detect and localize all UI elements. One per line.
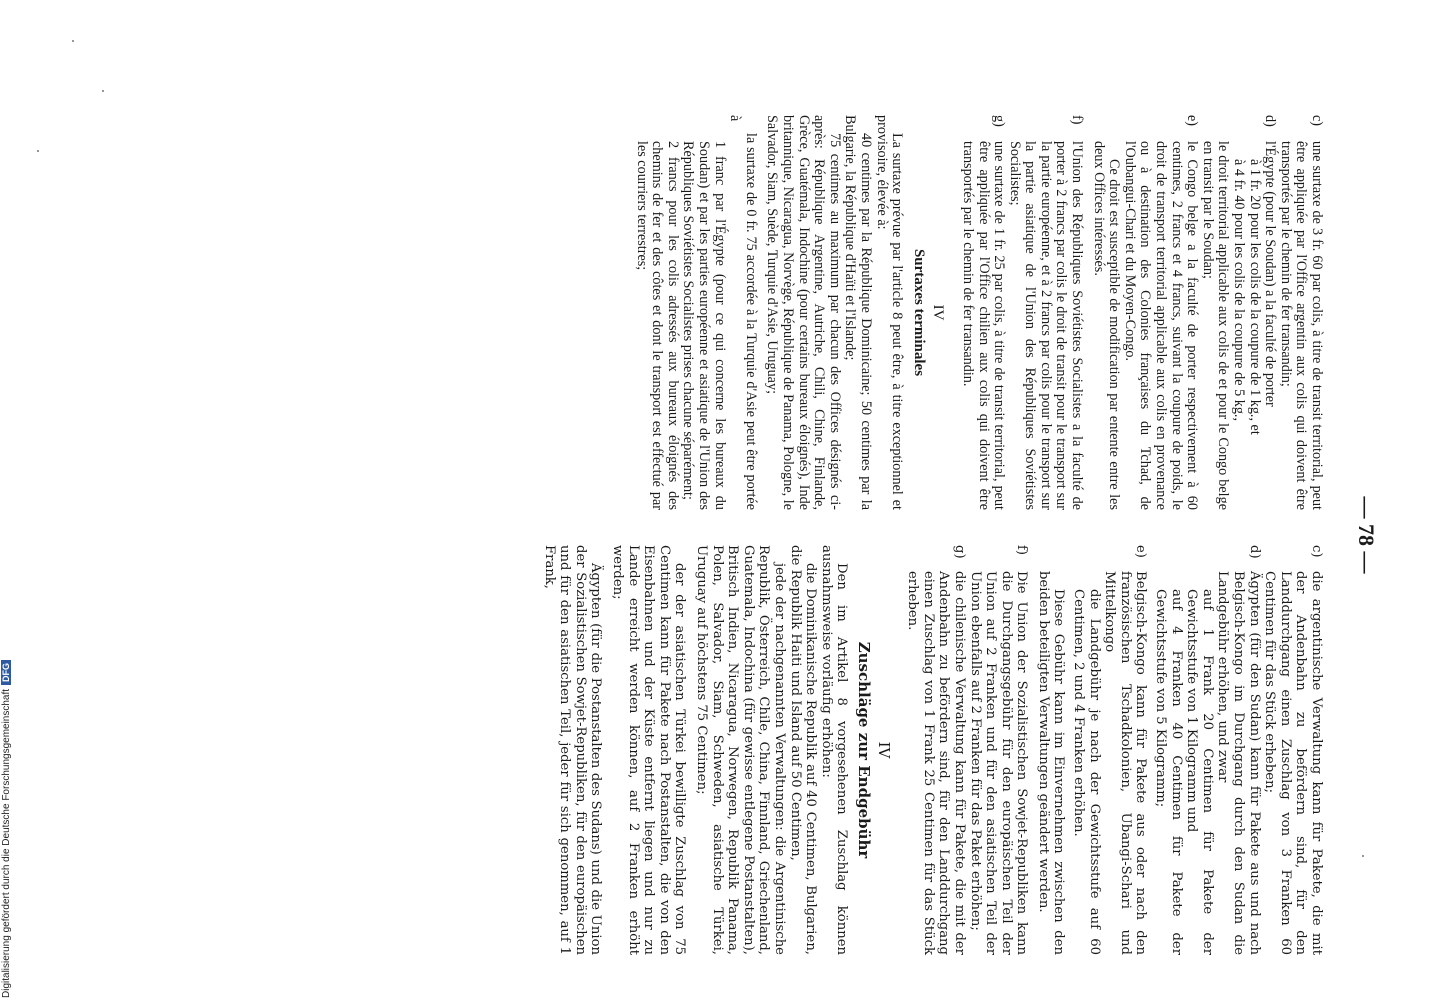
scan-speck [72,40,74,42]
paragraph: Ägypten (für die Postanstalten des Sudans) und die Union der Sozialistischen Sowjet-Republiken, für den europäischen und für den asiatischen Teil, jeder für sich genommen, auf 1 Frank, [541,545,604,955]
paragraph: 2 francs pour les colis adressés aux bureaux éloignés des chemins de fer et des côtes et dont le transport est effectué par les courriers terrestres; [633,141,681,510]
page-number: — 78 — [1354,496,1379,574]
scan-speck [1362,855,1364,857]
section-title: Surtaxes terminales [910,248,927,377]
paragraph: la surtaxe de 0 fr. 75 accordée à la Turquie d'Asie peut être portée à [727,115,759,510]
paragraph: die Dominikanische Republik auf 40 Centimen, Bulgarien, die Republik Haiti und Island auf 50 Centimen, [787,545,819,955]
paragraph: auf 4 Franken 40 Centimen für Pakete der Gewichtsstufe von 5 Kilogramm; [1153,589,1184,955]
dfg-logo-icon: DFG [1,660,11,685]
paragraph: die Landgebühr je nach der Gewichtsstufe auf 60 Centimen, 2 und 4 Franken erhöhen. [1071,589,1102,955]
paragraph: Diese Gebühr kann im Einvernehmen zwischen den beiden beteiligten Verwaltungen geändert werden. [1035,571,1067,955]
paragraph: Den im Artikel 8 vorgesehenen Zuschlag können ausnahmsweise vorläufig erhöhen: [818,545,850,955]
scan-speck [37,150,39,152]
footer-text: Digitalisierung gefördert durch die Deutsche ForschungsgemeinschaftDFG [1,578,12,998]
german-column [541,545,1324,955]
section-number: IV [874,741,893,759]
section-number: IV [930,304,947,321]
paragraph: le droit territorial applicable aux colis de et pour le Congo belge en transit par le Soudan; [1199,141,1232,510]
list-item: d) l'Égypte (pour le Soudan) a la faculté de porter [1262,115,1279,407]
french-column [633,115,1324,510]
list-item: e) Belgisch-Kongo kann für Pakete aus oder nach den französischen Tschadkolonien, Ubangi-Schari und Mittelkongo [1102,545,1149,955]
paragraph: auf 1 Frank 20 Centimen für Pakete der Gewichtsstufe von 1 Kilogramm und [1184,589,1215,955]
paragraph: 1 franc par l'Égypte (pour ce qui concerne les bureaux du Soudan) et par les parties européenne et asiatique de l'Union des Républiques Soviétistes Socialistes prises chacune séparément; [680,141,728,510]
list-item: c) une surtaxe de 3 fr. 60 par colis, à titre de transit territorial, peut être appliquée par l'Office argentin aux colis qui doivent être transportés par le chemin de fer transandin; [1277,115,1325,510]
list-item: g) une surtaxe de 1 fr. 25 par colis, à titre de transit territorial, peut être appliquée par l'Office chilien aux colis qui doivent être transportés par le chemin de fer transandin. [959,115,1008,510]
section-title: Zuschläge zur Endgebühr [854,641,873,859]
paragraph: 75 centimes au maximum par chacun des Offices désignés ci-après: République Argentine, Autriche, Chili, Chine, Finlande, Grèce, Guatémala, Indochine (pour certains bureaux éloignés), Inde britannique, Nicaragua, Norvège, République de Panama, Pologne, le Salvador, Siam, Suède, Turquie d'Asie, Uruguay; [764,115,843,510]
digitization-footer [0,0,12,1000]
list-item: e) le Congo belge a la faculté de porter respectivement à 60 centimes, 2 francs et 4 francs, suivant la coupure de poids, le droit de transport territorial applicable aux colis en provenance ou à destination des Colonies françaises du Tchad, de l'Oubangui-Chari et du Moyen-Congo. [1121,115,1201,510]
paragraph: à 1 fr. 20 pour les colis de la coupure de 1 kg., et [1246,159,1263,435]
list-item: f) l'Union des Républiques Soviétistes Socialistes a la faculté de porter à 2 francs par colis le droit de transit pour le transport sur la partie européenne, et à 2 francs par colis pour le transport sur la partie asiatique de l'Union des Républiques Soviétistes Socialistes; [1006,115,1086,510]
list-item: c) die argentinische Verwaltung kann für Pakete, die mit der Andenbahn zu befördern sind, für den Landdurchgang einen Zuschlag von 3 Franken 60 Centimen für das Stück erheben; [1262,545,1324,955]
paragraph: der der asiatischen Türkei bewilligte Zuschlag von 75 Centimen kann für Pakete nach Postanstalten, die von den Eisenbahnen und der Küste entfernt liegen und nur zu Lande erreicht werden können, auf 2 Franken erhöht werden; [610,545,688,955]
list-item: g) die chilenische Verwaltung kann für Pakete, die mit der Andenbahn zu befördern sind, für den Landdurchgang einen Zuschlag von 1 Frank 25 Centimen für das Stück erheben. [905,545,967,955]
paragraph: Ce droit est susceptible de modification par entente entre les deux Offices intéressés. [1090,141,1123,510]
paragraph: La surtaxe prévue par l'article 8 peut être, à titre exceptionnel et provisoire, élevée à: [873,115,906,510]
paragraph: 40 centimes par la République Dominicaine; 50 centimes par la Bulgarie, la République d'Haïti et l'Islande; [842,115,874,510]
list-item: d) Ägypten (für den Sudan) kann für Pakete aus und nach Belgisch-Kongo im Durchgang durch den Sudan die Landgebühr erhöhen, und zwar [1215,545,1262,955]
list-item: f) Die Union der Sozialistischen Sowjet-Republiken kann die Durchgangsgebühr für den europäischen Teil der Union auf 2 Franken und für den asiatischen Teil der Union ebenfalls auf 2 Franken für das Paket erhöhen; [967,545,1030,955]
paragraph: jede der nachgenannten Verwaltungen: die Argentinische Republik, Österreich, Chile, China, Finnland, Griechenland, Guatemala, Indochina (für gewisse entlegene Postanstalten), Britisch Indien, Nicaragua, Norwegen, Republik Panama, Polen, Salvador, Siam, Schweden, asiatische Türkei, Uruguay auf höchstens 75 Centimen; [694,545,787,955]
paragraph: à 4 fr. 40 pour les colis de la coupure de 5 kg., [1231,159,1248,422]
scan-speck [102,90,104,92]
